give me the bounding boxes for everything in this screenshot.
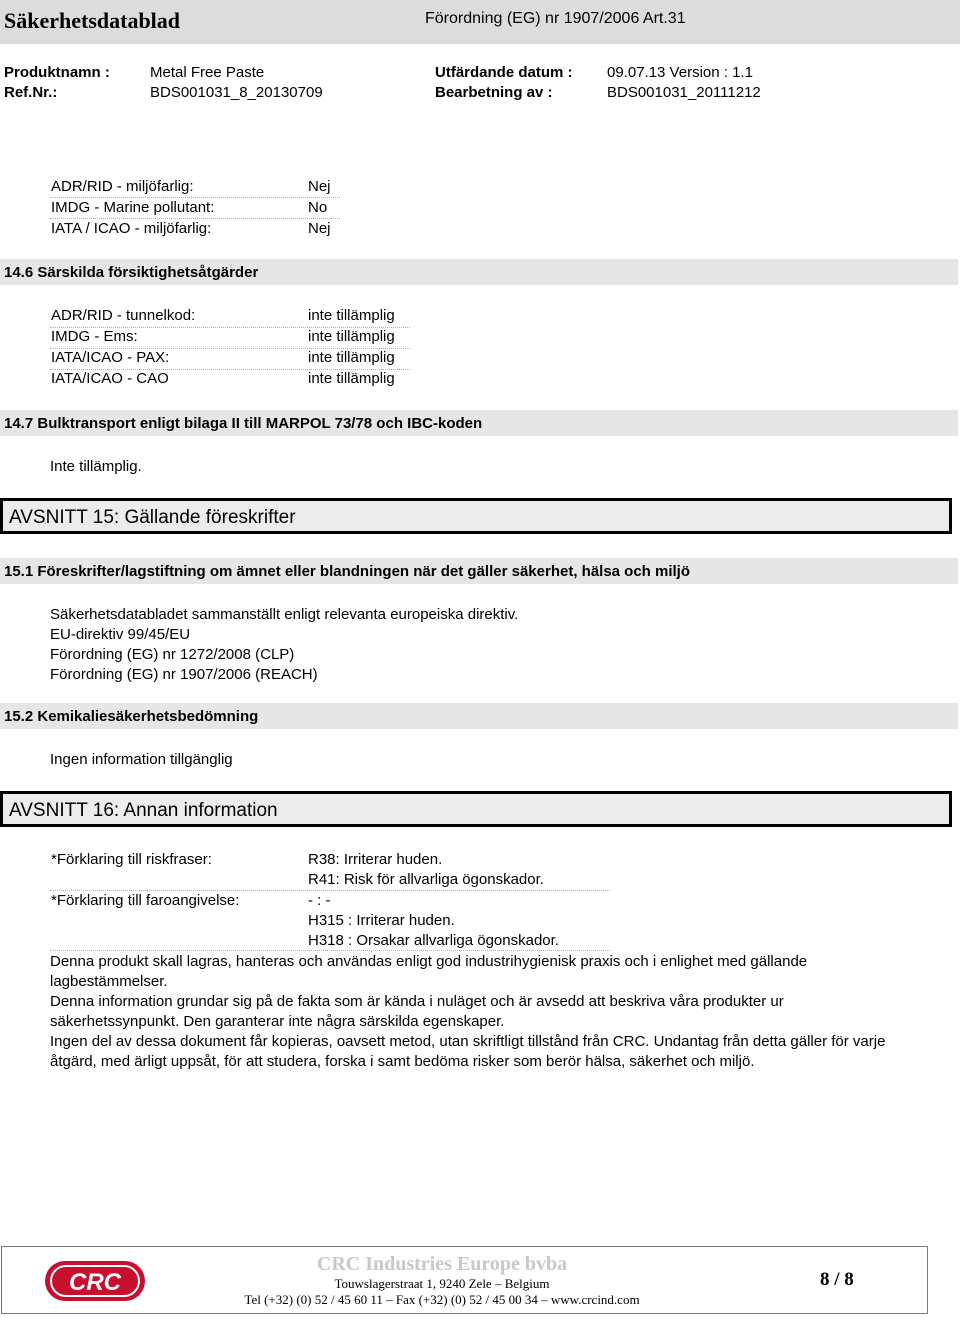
company-contact: Tel (+32) (0) 52 / 45 60 11 – Fax (+32) (0) 52 / 45 00 34 – www.crcind.com <box>244 1292 640 1307</box>
disclaimer-paragraph: Denna produkt skall lagras, hanteras och användas enligt god industrihygienisk praxis och i enlighet med gällande lagbestämmelser. <box>50 953 808 990</box>
env-hazard-value: Nej <box>308 220 331 237</box>
section-16-title: AVSNITT 16: Annan information <box>9 800 278 821</box>
regulation-line: Säkerhetsdatabladet sammanställt enligt relevanta europeiska direktiv. <box>50 606 519 623</box>
subsection-14-7-text: Inte tillämplig. <box>50 458 142 475</box>
env-hazard-value: Nej <box>308 178 331 195</box>
company-address: Touwslagerstraat 1, 9240 Zele – Belgium <box>334 1276 550 1291</box>
section-15-header <box>0 498 952 534</box>
ref-number-value: BDS001031_8_20130709 <box>150 84 323 101</box>
row-divider <box>50 197 340 198</box>
hazard-statement: H318 : Orsakar allvarliga ögonskador. <box>308 932 559 949</box>
disclaimer-paragraph: Denna information grundar sig på de fakta som är kända i nuläget och är avsedd att beskriva våra produkter ur säkerhetssynpunkt. Den garanterar inte några särskilda egenskaper. <box>50 993 784 1030</box>
transport-label: IATA/ICAO - CAO <box>51 370 169 387</box>
row-divider <box>50 950 610 951</box>
hazard-statement: H315 : Irriterar huden. <box>308 912 455 929</box>
edited-by-value: BDS001031_20111212 <box>607 84 761 101</box>
transport-value: inte tillämplig <box>308 307 395 324</box>
hazard-statement: - : - <box>308 892 331 909</box>
crc-logo <box>42 1257 148 1305</box>
risk-phrases-label: *Förklaring till riskfraser: <box>51 851 212 868</box>
transport-label: IMDG - Ems: <box>51 328 138 345</box>
disclaimer-paragraph: Ingen del av dessa dokument får kopieras, oavsett metod, utan skriftligt tillstånd från CRC. Undantag från detta gäller för varje åtgärd, med ärligt uppsåt, för att studera, forska i samt bedöma risker som berör hälsa, säkerhet och miljö. <box>50 1033 886 1070</box>
regulation-line: EU-direktiv 99/45/EU <box>50 626 191 643</box>
hazard-statements-label: *Förklaring till faroangivelse: <box>51 892 240 909</box>
row-divider <box>50 218 340 219</box>
section-15-title: AVSNITT 15: Gällande föreskrifter <box>9 507 296 528</box>
product-name-label: Produktnamn : <box>4 64 110 81</box>
row-divider <box>50 890 610 891</box>
product-name-value: Metal Free Paste <box>150 64 265 81</box>
transport-label: ADR/RID - tunnelkod: <box>51 307 196 324</box>
issue-date-value: 09.07.13 Version : 1.1 <box>607 64 753 81</box>
regulation-reference: Förordning (EG) nr 1907/2006 Art.31 <box>425 10 686 27</box>
env-hazard-label: IMDG - Marine pollutant: <box>51 199 215 216</box>
issue-date-label: Utfärdande datum : <box>435 64 573 81</box>
regulation-line: Förordning (EG) nr 1272/2008 (CLP) <box>50 646 295 663</box>
env-hazard-value: No <box>308 199 328 216</box>
page-footer <box>1 1246 928 1314</box>
regulation-list <box>50 605 900 685</box>
subsection-15-2-heading: 15.2 Kemikaliesäkerhetsbedömning <box>4 708 259 725</box>
transport-value: inte tillämplig <box>308 328 395 345</box>
svg-text:CRC: CRC <box>69 1269 121 1296</box>
subsection-15-1-heading: 15.1 Föreskrifter/lagstiftning om ämnet eller blandningen när det gäller säkerhet, hälsa och miljö <box>4 563 691 580</box>
section-16-header <box>0 791 952 827</box>
footer-company-block <box>202 1253 682 1308</box>
env-hazard-label: IATA / ICAO - miljöfarlig: <box>51 220 212 237</box>
risk-phrase: R41: Risk för allvarliga ögonskador. <box>308 871 544 888</box>
regulation-line: Förordning (EG) nr 1907/2006 (REACH) <box>50 666 318 683</box>
transport-value: inte tillämplig <box>308 370 395 387</box>
disclaimer-text <box>50 952 900 1072</box>
subsection-14-6-heading: 14.6 Särskilda försiktighetsåtgärder <box>4 264 259 281</box>
risk-phrase: R38: Irriterar huden. <box>308 851 443 868</box>
subsection-15-2-text: Ingen information tillgänglig <box>50 751 233 768</box>
subsection-14-7-heading: 14.7 Bulktransport enligt bilaga II till MARPOL 73/78 och IBC-koden <box>4 415 483 432</box>
crc-logo-mark <box>42 1257 148 1305</box>
company-name: CRC Industries Europe bvba <box>316 1253 568 1275</box>
transport-label: IATA/ICAO - PAX: <box>51 349 170 366</box>
edited-by-label: Bearbetning av : <box>435 84 553 101</box>
page-number: 8 / 8 <box>820 1269 854 1290</box>
transport-value: inte tillämplig <box>308 349 395 366</box>
env-hazard-label: ADR/RID - miljöfarlig: <box>51 178 194 195</box>
ref-number-label: Ref.Nr.: <box>4 84 58 101</box>
document-title: Säkerhetsdatablad <box>4 8 181 33</box>
